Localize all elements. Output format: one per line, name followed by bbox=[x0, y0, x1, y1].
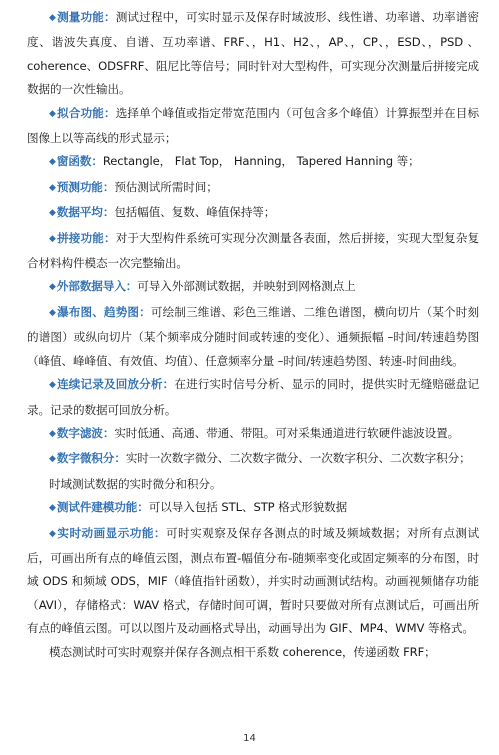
feature-title: 连续记录及回放分析 bbox=[57, 377, 163, 392]
title-separator: ： bbox=[102, 205, 115, 220]
feature-list bbox=[27, 6, 479, 664]
title-separator: ： bbox=[103, 230, 116, 245]
feature-paragraph bbox=[27, 473, 479, 496]
feature-paragraph bbox=[27, 227, 479, 276]
feature-paragraph bbox=[27, 373, 479, 422]
diamond-bullet-icon: ◆ bbox=[49, 454, 56, 465]
title-separator: ： bbox=[102, 425, 115, 440]
feature-description: 可绘制三维谱、彩色三维谱、二维色谱图，横向切片（某个时刻的谱图）或纵向切片（某个频率成分随时间或转速的变化）、通频振幅 –时间/转速趋势图（峰值、峰峰值、有效值、均值）、任意频率分量 –时间/转速趋势图、转速-时间曲线。 bbox=[27, 304, 479, 368]
feature-title: 外部数据导入 bbox=[56, 279, 126, 294]
feature-paragraph bbox=[27, 102, 479, 151]
title-separator: ： bbox=[137, 500, 149, 515]
diamond-bullet-icon: ◆ bbox=[49, 307, 57, 318]
feature-title: 拟合功能 bbox=[57, 105, 104, 120]
title-separator: ： bbox=[153, 525, 166, 540]
feature-description: 在进行实时信号分析、显示的同时，提供实时无缝赔磁盘记录。记录的数据可回放分析。 bbox=[27, 377, 479, 417]
feature-paragraph bbox=[27, 301, 479, 373]
title-separator: ： bbox=[102, 179, 115, 194]
feature-description: 包括幅值、复数、峰值保持等； bbox=[114, 205, 276, 220]
feature-paragraph bbox=[27, 275, 479, 300]
feature-description: 测试过程中，可实时显示及保存时域波形、线性谱、功率谱、功率谱密度、谐波失真度、自谱、互功率谱、FRF、，H1、H2、，AP、，CP、，ESD、，PSD 、coherence、ODSFRF、阻尼比等信号；同时针对大型构件，可实现分次测量后拼接完成数据的一次性输出。 bbox=[27, 10, 479, 97]
feature-paragraph bbox=[27, 150, 479, 175]
diamond-bullet-icon: ◆ bbox=[49, 380, 57, 391]
feature-description: 可时实观察及保存各测点的时域及频域数据；对所有点测试后，可画出所有点的峰值云图，测点布置-幅值分布-随频率变化或固定频率的分布图，时域 ODS 和频域 ODS，MIF（峰值指针函数），并实时动画测试结构。动画视频储存功能（AVI），存储格式：WAV 格式，存储时间可调，暂时只要做对所有点测试后，可画出所有点的峰值云图。可以以图片及动画格式导出，动画导出为 GIF、MP4、WMV 等格式。 bbox=[27, 525, 479, 636]
title-separator: ： bbox=[103, 105, 116, 120]
feature-description: 实时低通、高通、带通、带阻。可对采集通道进行软硬件滤波设置。 bbox=[114, 425, 460, 440]
diamond-bullet-icon: ◆ bbox=[49, 13, 57, 23]
diamond-bullet-icon: ◆ bbox=[49, 182, 56, 193]
page-number: 14 bbox=[243, 733, 256, 744]
feature-paragraph bbox=[27, 201, 479, 226]
feature-paragraph bbox=[27, 496, 479, 521]
diamond-bullet-icon: ◆ bbox=[49, 108, 57, 119]
feature-title: 瀑布图、趋势图 bbox=[57, 304, 140, 319]
title-separator: ： bbox=[125, 279, 138, 294]
diamond-bullet-icon: ◆ bbox=[49, 428, 56, 439]
feature-description: 可以导入包括 STL、STP 格式形貌数据 bbox=[148, 500, 348, 515]
feature-title: 测量功能 bbox=[57, 10, 104, 24]
diamond-bullet-icon: ◆ bbox=[49, 233, 57, 244]
diamond-bullet-icon: ◆ bbox=[49, 503, 56, 514]
feature-paragraph bbox=[27, 641, 479, 664]
feature-description: 实时一次数字微分、二次数字微分、一次数字积分、二次数字积分； bbox=[125, 451, 471, 466]
feature-paragraph bbox=[27, 447, 479, 472]
feature-paragraph bbox=[27, 422, 479, 447]
feature-description: 可导入外部测试数据，并映射到网格测点上 bbox=[137, 279, 356, 294]
feature-title: 实时动画显示功能 bbox=[57, 525, 154, 540]
diamond-bullet-icon: ◆ bbox=[49, 282, 56, 293]
feature-description: 模态测试时可实时观察并保存各测点相干系数 coherence，传递函数 FRF； bbox=[49, 644, 436, 659]
title-separator: ： bbox=[162, 377, 175, 392]
feature-description: 选择单个峰值或指定带宽范围内（可包含多个峰值）计算振型并在目标图像上以等高线的形式显示； bbox=[27, 105, 479, 146]
feature-title: 数据平均 bbox=[56, 205, 103, 220]
feature-description: Rectangle， Flat Top， Hanning， Tapered Hanning 等； bbox=[102, 154, 420, 169]
feature-title: 数字微积分 bbox=[56, 451, 115, 466]
title-separator: ： bbox=[114, 451, 126, 466]
feature-paragraph bbox=[27, 176, 479, 201]
feature-title: 预测功能 bbox=[56, 179, 103, 194]
feature-title: 窗函数 bbox=[56, 154, 92, 169]
feature-description: 对于大型构件系统可实现分次测量各表面，然后拼接，实现大型复杂复合材料构件模态一次完整输出。 bbox=[27, 230, 479, 271]
diamond-bullet-icon: ◆ bbox=[49, 528, 57, 539]
feature-paragraph bbox=[27, 522, 479, 641]
title-separator: ： bbox=[103, 10, 116, 24]
title-separator: ： bbox=[139, 304, 151, 319]
feature-paragraph bbox=[27, 6, 479, 102]
feature-title: 拼接功能 bbox=[57, 230, 104, 245]
title-separator: ： bbox=[91, 154, 103, 169]
feature-title: 数字滤波 bbox=[56, 425, 103, 440]
feature-description: 预估测试所需时间； bbox=[114, 179, 218, 194]
feature-description: 时域测试数据的实时微分和积分。 bbox=[49, 476, 222, 491]
diamond-bullet-icon: ◆ bbox=[49, 157, 56, 168]
feature-title: 测试件建模功能 bbox=[56, 500, 138, 515]
diamond-bullet-icon: ◆ bbox=[49, 208, 56, 219]
